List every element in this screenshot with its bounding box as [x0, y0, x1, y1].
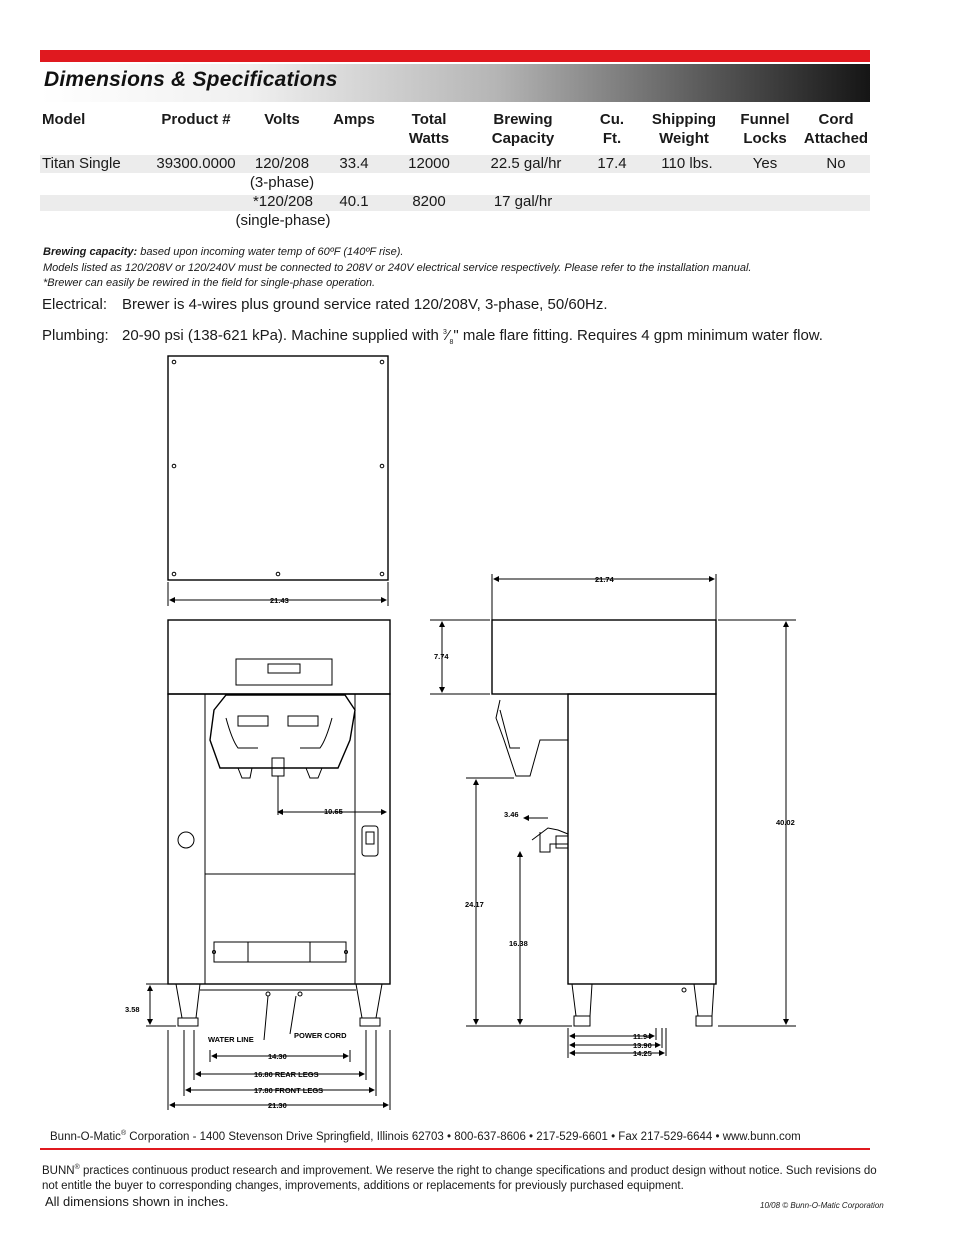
cell-watts-2: 8200: [412, 193, 446, 210]
cell-amps-2: 40.1: [339, 193, 369, 210]
col-header-watts: Total Watts: [408, 111, 450, 147]
cell-cord: No: [826, 155, 846, 172]
dim-front-a: 14.30: [268, 1052, 287, 1061]
dim-front-width: 21.30: [268, 1101, 287, 1110]
col-header-weight: Shipping Weight: [651, 111, 717, 147]
dim-side-c: 14.25: [633, 1049, 652, 1058]
front-display: [236, 659, 332, 685]
cell-volts-2: *120/208 (single-phase): [235, 193, 331, 229]
col-header-amps: Amps: [333, 111, 375, 128]
front-body: [168, 694, 390, 984]
dim-faucet-height: 24.17: [465, 900, 484, 909]
cell-volts: 120/208 (3-phase): [249, 155, 315, 191]
footer-divider: [40, 1148, 870, 1150]
section-title: Dimensions & Specifications: [44, 68, 338, 91]
dim-side-b: 13.90: [633, 1041, 652, 1050]
cell-cuft: 17.4: [597, 155, 627, 172]
dim-top-width: 21.43: [270, 596, 289, 605]
cell-funnel: Yes: [752, 155, 778, 172]
footer-copyright: 10/08 © Bunn-O-Matic Corporation: [760, 1201, 884, 1210]
dim-funnel-offset: 10.65: [324, 807, 343, 816]
top-view-outline: [168, 356, 388, 580]
front-hood: [168, 620, 390, 694]
dim-side-width: 21.74: [595, 575, 614, 584]
footer-address: Bunn-O-Matic® Corporation - 1400 Stevenson Drive Springfield, Illinois 62703 • 800-637-8606 • 217-529-6601 • Fax 217-529-6644 • www.bunn.com: [50, 1130, 801, 1143]
cell-model: Titan Single: [42, 155, 121, 172]
label-water-line: WATER LINE: [208, 1035, 254, 1044]
col-header-model: Model: [42, 111, 86, 128]
dim-side-a: 11.94: [633, 1032, 652, 1041]
col-header-funnel: Funnel Locks: [740, 111, 790, 147]
label-power-cord: POWER CORD: [294, 1031, 347, 1040]
cell-capacity-2: 17 gal/hr: [493, 193, 553, 210]
electrical-spec: Electrical: Brewer is 4-wires plus ground service rated 120/208V, 3-phase, 50/60Hz.: [42, 296, 608, 313]
note-wiring: Models listed as 120/208V or 120/240V must be connected to 208V or 240V electrical service respectively. Please refer to the installation manual.: [43, 262, 752, 274]
cell-weight: 110 lbs.: [661, 155, 713, 172]
cell-watts: 12000: [408, 155, 450, 172]
side-hood: [492, 620, 716, 694]
note-rewire: *Brewer can easily be rewired in the field for single-phase operation.: [43, 277, 376, 289]
plumbing-spec: Plumbing: 20-90 psi (138-621 kPa). Machine supplied with $^3⁄_8$" male flare fitting. Requires 4 gpm minimum water flow.: [42, 327, 823, 346]
cell-amps: 33.4: [339, 155, 369, 172]
col-header-product: Product #: [161, 111, 231, 128]
footer-policy: BUNN® practices continuous product research and improvement. We reserve the right to change specifications and product design without notice. Such revisions do not entitle the buyer to corresponding changes, improvements, additions or replacements for previously purchased equipment.: [42, 1164, 877, 1192]
dim-rear-legs: 16.80 REAR LEGS: [254, 1070, 319, 1079]
dim-front-legs: 17.80 FRONT LEGS: [254, 1086, 324, 1095]
dim-faucet-low: 16.38: [509, 939, 528, 948]
cell-capacity: 22.5 gal/hr: [490, 155, 562, 172]
note-capacity: Brewing capacity: based upon incoming water temp of 60ºF (140ºF rise).: [43, 246, 404, 258]
cell-product: 39300.0000: [156, 155, 236, 172]
dim-height-total: 40.02: [776, 818, 795, 827]
side-body: [568, 694, 716, 984]
col-header-cord: Cord Attached: [803, 111, 869, 147]
dim-spout-offset: 3.46: [504, 810, 519, 819]
dim-leg-height: 3.58: [125, 1005, 140, 1014]
col-header-capacity: Brewing Capacity: [491, 111, 555, 147]
dim-hood-height: 7.74: [434, 652, 449, 661]
col-header-volts: Volts: [264, 111, 300, 128]
footer-dims-note: All dimensions shown in inches.: [45, 1194, 229, 1209]
col-header-cuft: Cu. Ft.: [599, 111, 625, 147]
